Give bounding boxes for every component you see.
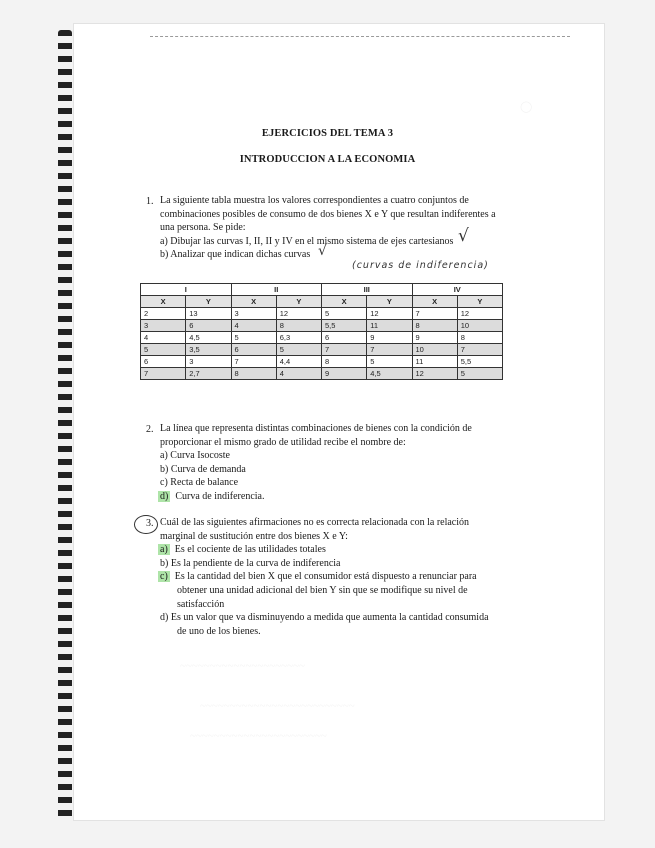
table-row xyxy=(141,332,503,344)
table-cell: 7 xyxy=(141,368,186,380)
page-title: EJERCICIOS DEL TEMA 3 xyxy=(261,128,394,139)
q3-option-d: d) Es un valor que va disminuyendo a medida que aumenta la cantidad consumida xyxy=(160,612,489,624)
table-cell: 8 xyxy=(322,356,367,368)
table-cell: 3 xyxy=(141,320,186,332)
table-cell: 4,4 xyxy=(276,356,321,368)
q3-option-c xyxy=(160,570,489,584)
table-cell: 5 xyxy=(457,368,502,380)
table-group-label: III xyxy=(322,284,413,296)
q3-option-a xyxy=(160,543,489,557)
values-table xyxy=(140,283,503,380)
q1-line: una persona. Se pide: xyxy=(160,222,246,234)
table-cell: 6 xyxy=(186,320,231,332)
table-cell: 5 xyxy=(322,308,367,320)
table-cell: 3 xyxy=(231,308,276,320)
q3-number: 3. xyxy=(146,518,154,529)
table-column-header xyxy=(141,296,503,308)
q2-block xyxy=(160,422,472,504)
q3-line: marginal de sustitución entre dos bienes X e Y: xyxy=(160,530,348,542)
table-cell: 11 xyxy=(412,356,457,368)
column-y: Y xyxy=(276,296,321,308)
table-row xyxy=(141,344,503,356)
q2-option-d-text: Curva de indiferencia. xyxy=(175,490,265,502)
q2-option-c: c) Recta de balance xyxy=(160,477,239,489)
table-cell: 4,5 xyxy=(367,368,412,380)
column-y: Y xyxy=(367,296,412,308)
column-x: X xyxy=(141,296,186,308)
highlight-mark: c) xyxy=(160,571,168,583)
table-cell: 7 xyxy=(412,308,457,320)
table-cell: 3 xyxy=(186,356,231,368)
table-cell: 7 xyxy=(231,356,276,368)
q3-line: Cuál de las siguientes afirmaciones no es correcta relacionada con la relación xyxy=(160,517,470,528)
table-cell: 5 xyxy=(141,344,186,356)
q1-option-a: a) Dibujar las curvas I, II, II y IV en el mismo sistema de ejes cartesianos xyxy=(160,235,454,247)
check-mark-icon: √ xyxy=(318,243,327,259)
bleed-through-mark: ~~~~~~~~~~~~~~~~~~~~~ xyxy=(180,660,305,672)
bleed-through-mark: ◯ xyxy=(520,101,533,113)
q2-line: La línea que representa distintas combinaciones de bienes con la condición de xyxy=(160,423,472,434)
page-subtitle: INTRODUCCION A LA ECONOMIA xyxy=(239,154,416,165)
q2-option-b: b) Curva de demanda xyxy=(160,463,246,475)
q1-line: La siguiente tabla muestra los valores correspondientes a cuatro conjuntos de xyxy=(160,195,469,206)
q3-block xyxy=(160,516,489,638)
table-cell: 12 xyxy=(412,368,457,380)
table-group-label: II xyxy=(231,284,322,296)
table-cell: 6 xyxy=(141,356,186,368)
table-cell: 7 xyxy=(457,344,502,356)
highlight-mark: a) xyxy=(160,544,168,556)
table-cell: 10 xyxy=(457,320,502,332)
column-y: Y xyxy=(186,296,231,308)
q2-number: 2. xyxy=(146,424,154,435)
table-cell: 4 xyxy=(141,332,186,344)
table-cell: 5 xyxy=(367,356,412,368)
q3-option-c-text: Es la cantidad del bien X que el consumidor está dispuesto a renunciar para xyxy=(174,571,477,583)
table-cell: 4,5 xyxy=(186,332,231,344)
table-cell: 8 xyxy=(276,320,321,332)
table-cell: 4 xyxy=(231,320,276,332)
table-row xyxy=(141,320,503,332)
table-cell: 8 xyxy=(231,368,276,380)
table-cell: 6 xyxy=(231,344,276,356)
table-cell: 12 xyxy=(276,308,321,320)
q1-option-b: b) Analizar que indican dichas curvas xyxy=(160,249,311,261)
q1-block xyxy=(160,194,496,262)
bleed-through-mark: ~~~~~~~~~~~~~~~~~~~~~~~~~~ xyxy=(200,700,355,712)
table-cell: 5,5 xyxy=(457,356,502,368)
q2-line: proporcionar el mismo grado de utilidad recibe el nombre de: xyxy=(160,436,406,448)
table-group-label: I xyxy=(141,284,232,296)
table-row xyxy=(141,356,503,368)
table-cell: 5 xyxy=(276,344,321,356)
table-cell: 3,5 xyxy=(186,344,231,356)
q3-option-b: b) Es la pendiente de la curva de indiferencia xyxy=(160,557,341,569)
table-cell: 4 xyxy=(276,368,321,380)
handwritten-note: (curvas de indiferencia) xyxy=(352,260,489,271)
table-group-label: IV xyxy=(412,284,503,296)
table-row xyxy=(141,308,503,320)
table-cell: 2 xyxy=(141,308,186,320)
table-cell: 7 xyxy=(367,344,412,356)
table-cell: 6 xyxy=(322,332,367,344)
q1-number: 1. xyxy=(146,196,154,207)
q3-option-d-cont: de uno de los bienes. xyxy=(177,625,261,637)
table-cell: 13 xyxy=(186,308,231,320)
column-x: X xyxy=(231,296,276,308)
table-cell: 12 xyxy=(457,308,502,320)
check-mark-icon: √ xyxy=(458,226,469,246)
q3-option-a-text: Es el cociente de las utilidades totales xyxy=(174,544,326,556)
table-cell: 8 xyxy=(457,332,502,344)
table-cell: 10 xyxy=(412,344,457,356)
table-cell: 12 xyxy=(367,308,412,320)
bleed-through-mark: ~~~~~~~~~~~~~~~~~~~~~~~ xyxy=(190,730,327,742)
q2-option-d xyxy=(160,490,472,504)
spiral-binding xyxy=(58,30,72,820)
table-cell: 11 xyxy=(367,320,412,332)
table-group-header xyxy=(141,284,503,296)
column-x: X xyxy=(322,296,367,308)
table-cell: 5 xyxy=(231,332,276,344)
column-x: X xyxy=(412,296,457,308)
table-cell: 9 xyxy=(412,332,457,344)
table-cell: 7 xyxy=(322,344,367,356)
top-edge-line xyxy=(150,36,570,38)
q1-line: combinaciones posibles de consumo de dos bienes X e Y que resultan indiferentes a xyxy=(160,208,496,220)
column-y: Y xyxy=(457,296,502,308)
table-cell: 6,3 xyxy=(276,332,321,344)
table-cell: 9 xyxy=(367,332,412,344)
table-cell: 5,5 xyxy=(322,320,367,332)
table-cell: 2,7 xyxy=(186,368,231,380)
table-cell: 8 xyxy=(412,320,457,332)
table-cell: 9 xyxy=(322,368,367,380)
q3-option-c-cont: satisfacción xyxy=(177,598,225,610)
q3-option-c-cont: obtener una unidad adicional del bien Y sin que se modifique su nivel de xyxy=(177,584,468,596)
highlight-mark: d) xyxy=(160,490,169,502)
table-row xyxy=(141,368,503,380)
q2-option-a: a) Curva Isocoste xyxy=(160,450,230,462)
